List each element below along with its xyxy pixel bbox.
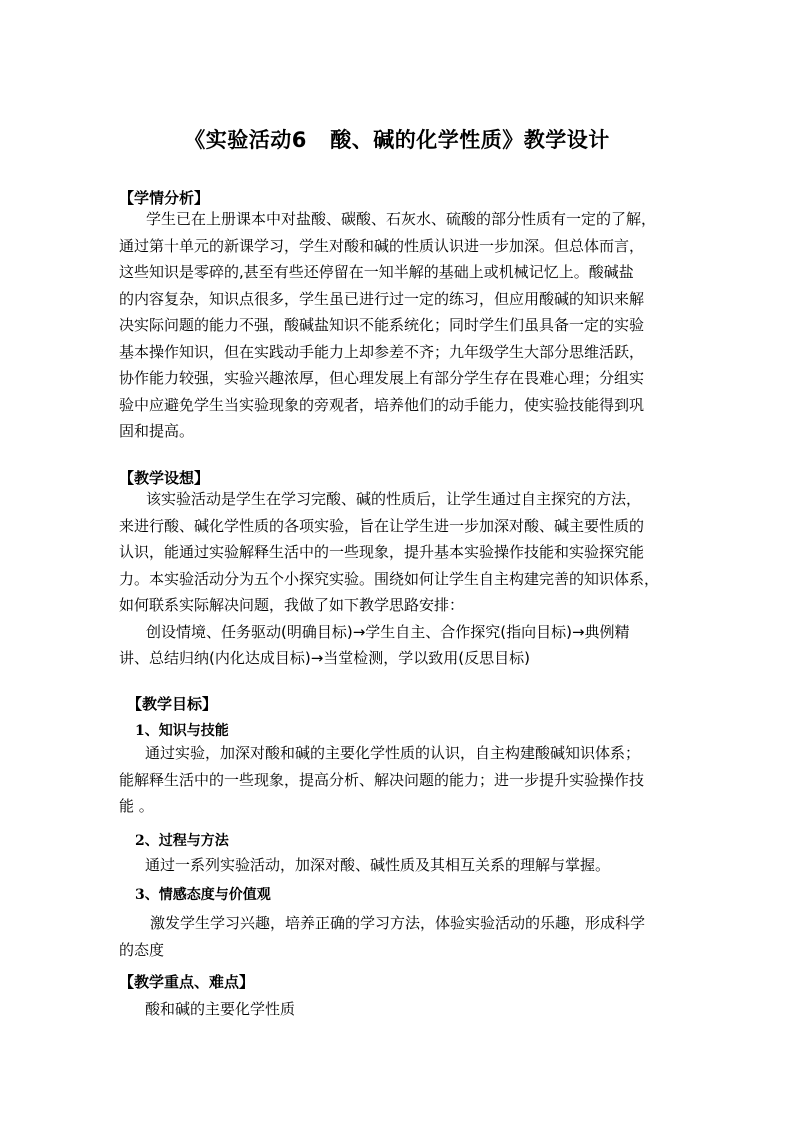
paragraph-key-points: [119, 996, 295, 1023]
heading-key-points: 【教学重点、难点】: [119, 973, 255, 991]
text-line: 认识，能通过实验解释生活中的一些现象，提升基本实验操作技能和实验探究能: [119, 543, 645, 561]
paragraph-process: [119, 852, 610, 879]
text-line: 学生已在上册课本中对盐酸、碳酸、石灰水、硫酸的部分性质有一定的了解，: [146, 210, 657, 228]
text-line: 能 。: [119, 797, 154, 815]
text-line: 通过一系列实验活动，加深对酸、碱性质及其相互关系的理解与掌握。: [145, 856, 611, 874]
paragraph-design: [119, 486, 659, 672]
text-line: 通过实验，加深对酸和碱的主要化学性质的认识，自主构建酸碱知识体系；: [145, 744, 641, 762]
text-line: 该实验活动是学生在学习完酸、碱的性质后，让学生通过自主探究的方法，: [146, 490, 642, 508]
document-title: 《实验活动6 酸、碱的化学性质》教学设计: [184, 128, 610, 152]
text-line: 如何联系实际解决问题，我做了如下教学思路安排：: [119, 596, 465, 614]
text-line: 讲、总结归纳(内化达成目标)→当堂检测，学以致用(反思目标): [119, 649, 530, 667]
text-line: 能解释生活中的一些现象，提高分析、解决问题的能力；进一步提升实验操作技: [119, 770, 645, 789]
text-line: 激发学生学习兴趣，培养正确的学习方法，体验实验活动的乐趣，形成科学: [150, 914, 646, 932]
heading-goals: 【教学目标】: [127, 695, 218, 713]
text-line: 酸和碱的主要化学性质: [145, 1000, 296, 1018]
text-line: 基本操作知识，但在实践动手能力上却参差不齐；九年级学生大部分思维活跃，: [119, 342, 645, 361]
text-line: 固和提高。: [119, 422, 195, 440]
subheading-process: 2、过程与方法: [135, 833, 229, 849]
text-line: 创设情境、任务驱动(明确目标)→学生自主、合作探究(指向目标)→典例精: [146, 622, 630, 641]
heading-analysis: 【学情分析】: [119, 189, 210, 207]
subheading-knowledge: 1、知识与技能: [135, 723, 229, 739]
text-line: 的态度: [119, 940, 165, 959]
text-line: 的内容复杂，知识点很多，学生虽已进行过一定的练习，但应用酸碱的知识来解: [119, 289, 645, 308]
text-line: 通过第十单元的新课学习，学生对酸和碱的性质认识进一步加深。但总体而言，: [119, 236, 645, 255]
paragraph-knowledge: [119, 740, 644, 820]
text-line: 验中应避免学生当实验现象的旁观者，培养他们的动手能力，使实验技能得到巩: [119, 395, 645, 414]
text-line: 协作能力较强，实验兴趣浓厚，但心理发展上有部分学生存在畏难心理；分组实: [119, 369, 645, 387]
heading-design: 【教学设想】: [119, 469, 210, 487]
text-line: 来进行酸、碱化学性质的各项实验，旨在让学生进一步加深对酸、碱主要性质的: [119, 516, 645, 535]
text-line: 决实际问题的能力不强，酸碱盐知识不能系统化；同时学生们虽具备一定的实验: [119, 316, 645, 334]
text-line: 这些知识是零碎的,甚至有些还停留在一知半解的基础上或机械记忆上。酸碱盐: [119, 263, 634, 281]
paragraph-analysis: [119, 206, 656, 445]
subheading-emotion: 3、情感态度与价值观: [135, 887, 271, 903]
paragraph-emotion: [119, 910, 645, 963]
text-line: 力。本实验活动分为五个小探究实验。围绕如何让学生自主构建完善的知识体系，: [119, 569, 660, 588]
